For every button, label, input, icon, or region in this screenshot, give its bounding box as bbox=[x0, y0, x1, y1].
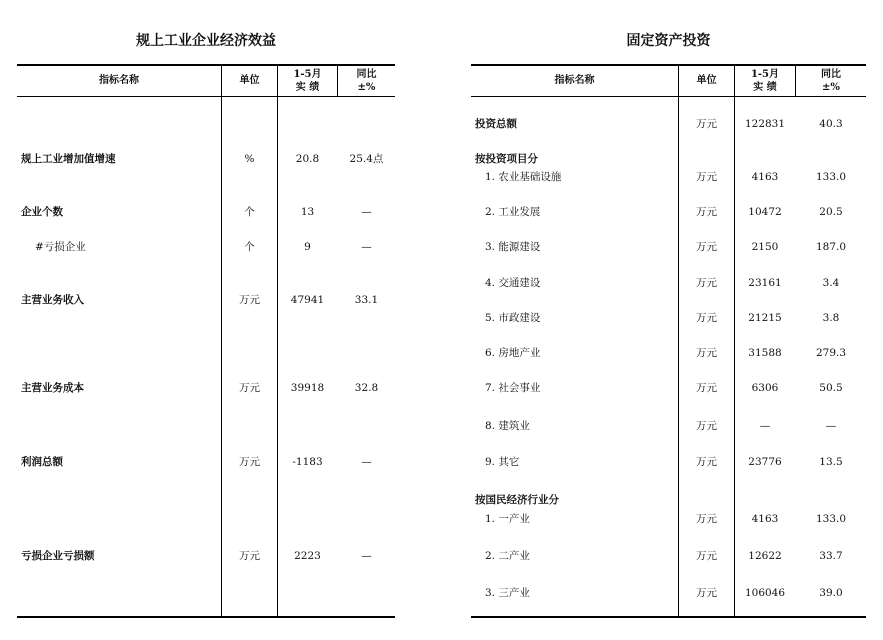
left-row-3-unit: 万元 bbox=[239, 294, 260, 306]
left-header-rule bbox=[17, 96, 395, 97]
right-header-rule bbox=[471, 96, 866, 97]
right-row-5-unit: 万元 bbox=[696, 277, 717, 289]
right-row-12-yoy: 133.0 bbox=[815, 513, 847, 525]
right-row-8-yoy: 50.5 bbox=[819, 382, 843, 394]
left-row-4-value: 39918 bbox=[290, 382, 325, 394]
left-header-unit: 单位 bbox=[239, 75, 260, 86]
right-top-rule bbox=[471, 64, 866, 66]
left-row-5-unit: 万元 bbox=[239, 456, 260, 468]
left-row-6-yoy: — bbox=[361, 550, 372, 562]
right-row-11-name: 按国民经济行业分 bbox=[475, 494, 559, 506]
left-row-2-value: 9 bbox=[304, 241, 311, 253]
right-row-13-yoy: 33.7 bbox=[819, 550, 843, 562]
left-row-1-value: 13 bbox=[300, 206, 315, 218]
left-row-2-name: #亏损企业 bbox=[35, 241, 86, 253]
right-row-14-unit: 万元 bbox=[696, 587, 717, 599]
left-row-3-value: 47941 bbox=[290, 294, 325, 306]
left-row-6-name: 亏损企业亏损额 bbox=[21, 550, 95, 562]
right-row-3-value: 10472 bbox=[748, 206, 782, 218]
left-top-rule bbox=[17, 64, 395, 66]
right-row-5-yoy: 3.4 bbox=[822, 277, 840, 289]
right-row-8-name: 7. 社会事业 bbox=[485, 382, 541, 394]
right-row-7-yoy: 279.3 bbox=[815, 347, 847, 359]
right-row-10-yoy: 13.5 bbox=[819, 456, 843, 468]
right-row-2-value: 4163 bbox=[751, 171, 779, 183]
right-row-10-unit: 万元 bbox=[696, 456, 717, 468]
left-col-divider-1 bbox=[221, 66, 222, 616]
right-row-5-value: 23161 bbox=[748, 277, 782, 289]
right-row-3-yoy: 20.5 bbox=[819, 206, 843, 218]
right-row-14-yoy: 39.0 bbox=[819, 587, 843, 599]
right-col-divider-2 bbox=[734, 66, 735, 616]
left-table-title: 规上工业企业经济效益 bbox=[136, 33, 276, 49]
right-row-4-value: 2150 bbox=[751, 241, 779, 253]
left-row-2-yoy: — bbox=[361, 241, 372, 253]
left-row-5-name: 利润总额 bbox=[21, 456, 63, 468]
left-col-divider-2 bbox=[277, 66, 278, 616]
left-row-0-value: 20.8 bbox=[295, 153, 320, 165]
right-row-7-name: 6. 房地产业 bbox=[485, 347, 541, 359]
left-row-0-name: 规上工业增加值增速 bbox=[21, 153, 116, 165]
right-row-4-name: 3. 能源建设 bbox=[485, 241, 541, 253]
left-row-4-name: 主营业务成本 bbox=[21, 382, 84, 394]
right-row-6-value: 21215 bbox=[748, 312, 782, 324]
right-row-9-yoy: — bbox=[825, 420, 837, 432]
right-bottom-rule bbox=[471, 616, 866, 618]
left-header-name: 指标名称 bbox=[99, 75, 139, 86]
right-row-4-unit: 万元 bbox=[696, 241, 717, 253]
left-row-1-unit: 个 bbox=[244, 206, 255, 218]
left-row-3-name: 主营业务收入 bbox=[21, 294, 84, 306]
right-row-4-yoy: 187.0 bbox=[815, 241, 847, 253]
left-header-period: 1-5月 实 绩 bbox=[293, 69, 322, 93]
right-row-12-name: 1. 一产业 bbox=[485, 513, 530, 525]
left-row-6-value: 2223 bbox=[294, 550, 321, 562]
right-row-1-name: 按投资项目分 bbox=[475, 153, 538, 165]
left-row-4-yoy: 32.8 bbox=[354, 382, 379, 394]
right-row-9-unit: 万元 bbox=[696, 420, 717, 432]
left-row-0-unit: % bbox=[244, 153, 255, 165]
right-row-2-name: 1. 农业基础设施 bbox=[485, 171, 562, 183]
right-col-divider-1 bbox=[678, 66, 679, 616]
right-row-9-name: 8. 建筑业 bbox=[485, 420, 530, 432]
left-row-5-yoy: — bbox=[361, 456, 372, 468]
left-row-2-unit: 个 bbox=[244, 241, 255, 253]
left-row-1-name: 企业个数 bbox=[21, 206, 63, 218]
right-row-5-name: 4. 交通建设 bbox=[485, 277, 541, 289]
right-row-0-value: 122831 bbox=[744, 118, 786, 130]
right-row-2-yoy: 133.0 bbox=[815, 171, 847, 183]
right-row-12-value: 4163 bbox=[751, 513, 779, 525]
right-row-14-value: 106046 bbox=[744, 587, 786, 599]
right-table-title: 固定资产投资 bbox=[626, 33, 711, 49]
right-header-unit: 单位 bbox=[696, 75, 717, 86]
right-row-10-value: 23776 bbox=[748, 456, 782, 468]
right-row-8-value: 6306 bbox=[751, 382, 779, 394]
right-row-10-name: 9. 其它 bbox=[485, 456, 520, 468]
right-row-0-yoy: 40.3 bbox=[819, 118, 843, 130]
left-bottom-rule bbox=[17, 616, 395, 618]
right-row-14-name: 3. 三产业 bbox=[485, 587, 530, 599]
right-row-7-value: 31588 bbox=[748, 347, 782, 359]
right-header-name: 指标名称 bbox=[554, 75, 595, 86]
right-row-2-unit: 万元 bbox=[696, 171, 717, 183]
right-row-12-unit: 万元 bbox=[696, 513, 717, 525]
left-row-6-unit: 万元 bbox=[239, 550, 260, 562]
right-row-7-unit: 万元 bbox=[696, 347, 717, 359]
right-row-0-name: 投资总额 bbox=[475, 118, 517, 130]
left-header-yoy: 同比 ±% bbox=[356, 69, 377, 93]
left-row-3-yoy: 33.1 bbox=[354, 294, 379, 306]
left-row-0-yoy: 25.4点 bbox=[349, 153, 384, 165]
right-row-6-unit: 万元 bbox=[696, 312, 717, 324]
right-row-3-unit: 万元 bbox=[696, 206, 717, 218]
right-row-13-value: 12622 bbox=[748, 550, 782, 562]
right-row-13-unit: 万元 bbox=[696, 550, 717, 562]
right-header-yoy: 同比 ±% bbox=[821, 69, 841, 93]
right-row-6-name: 5. 市政建设 bbox=[485, 312, 541, 324]
right-row-9-value: — bbox=[759, 420, 771, 432]
left-row-1-yoy: — bbox=[361, 206, 372, 218]
right-row-6-yoy: 3.8 bbox=[822, 312, 840, 324]
right-row-13-name: 2. 二产业 bbox=[485, 550, 530, 562]
right-row-3-name: 2. 工业发展 bbox=[485, 206, 541, 218]
left-row-5-value: -1183 bbox=[292, 456, 323, 468]
right-row-8-unit: 万元 bbox=[696, 382, 717, 394]
left-row-4-unit: 万元 bbox=[239, 382, 260, 394]
right-header-period: 1-5月 实 绩 bbox=[750, 69, 780, 93]
right-row-0-unit: 万元 bbox=[696, 118, 717, 130]
